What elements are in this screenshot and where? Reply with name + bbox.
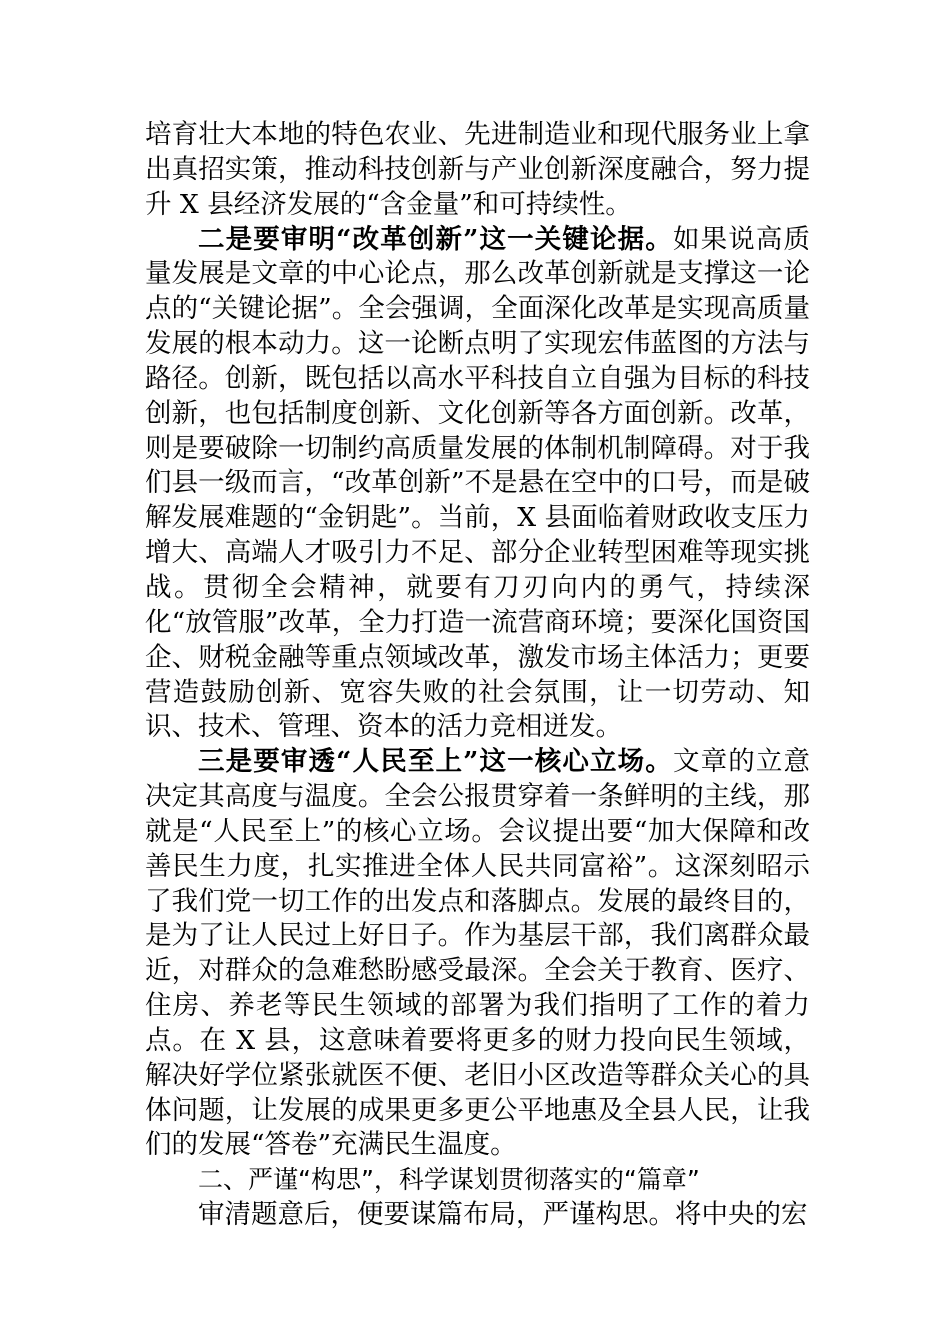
paragraph-text: 培育壮大本地的特色农业、先进制造业和现代服务业上拿出真招实策，推动科技创新与产业创新深度融合，努力提升 X 县经济发展的“含金量”和可持续性。 (145, 119, 810, 220)
paragraph-lead-bold: 二是要审明“改革创新”这一关键论据。 (198, 223, 673, 255)
paragraph-lead-bold: 三是要审透“人民至上”这一核心立场。 (198, 746, 673, 778)
paragraph-text: 文章的立意决定其高度与温度。全会公报贯穿着一条鲜明的主线，那就是“人民至上”的核心立场。会议提出要“加大保障和改善民生力度，扎实推进全体人民共同富裕”。这深刻昭示了我们党一切工作的出发点和落脚点。发展的最终目的，是为了让人民过上好日子。作为基层干部，我们离群众最近，对群众的急难愁盼感受最深。全会关于教育、医疗、住房、养老等民生领域的部署为我们指明了工作的着力点。在 X 县，这意味着要将更多的财力投向民生领域，解决好学位紧张就医不便、老旧小区改造等群众关心的具体问题，让发展的成果更多更公平地惠及全县人民，让我们的发展“答卷”充满民生温度。 (145, 746, 810, 1161)
paragraph-text: 审清题意后，便要谋篇布局，严谨构思。将中央的宏 (198, 1199, 808, 1231)
paragraph-text: 如果说高质量发展是文章的中心论点，那么改革创新就是支撑这一论点的“关键论据”。全会强调，全面深化改革是实现高质量发展的根本动力。这一论断点明了实现宏伟蓝图的方法与路径。创新，既包括以高水平科技自立自强为目标的科技创新，也包括制度创新、文化创新等各方面创新。改革，则是要破除一切制约高质量发展的体制机制障碍。对于我们县一级而言，“改革创新”不是悬在空中的口号，而是破解发展难题的“金钥匙”。当前，X 县面临着财政收支压力增大、高端人才吸引力不足、部分企业转型困难等现实挑战。贯彻全会精神，就要有刀刃向内的勇气，持续深化“放管服”改革，全力打造一流营商环境；要深化国资国企、财税金融等重点领域改革，激发市场主体活力；更要营造鼓励创新、宽容失败的社会氛围，让一切劳动、知识、技术、管理、资本的活力竞相迸发。 (145, 223, 810, 743)
paragraph-last-partial (145, 1198, 810, 1233)
paragraph-continuation (145, 118, 810, 223)
document-body (145, 118, 810, 1233)
paragraph-reform-innovation (145, 223, 810, 746)
section-heading: 二、严谨“构思”，科学谋划贯彻落实的“篇章” (198, 1165, 700, 1195)
paragraph-people-first (145, 745, 810, 1163)
